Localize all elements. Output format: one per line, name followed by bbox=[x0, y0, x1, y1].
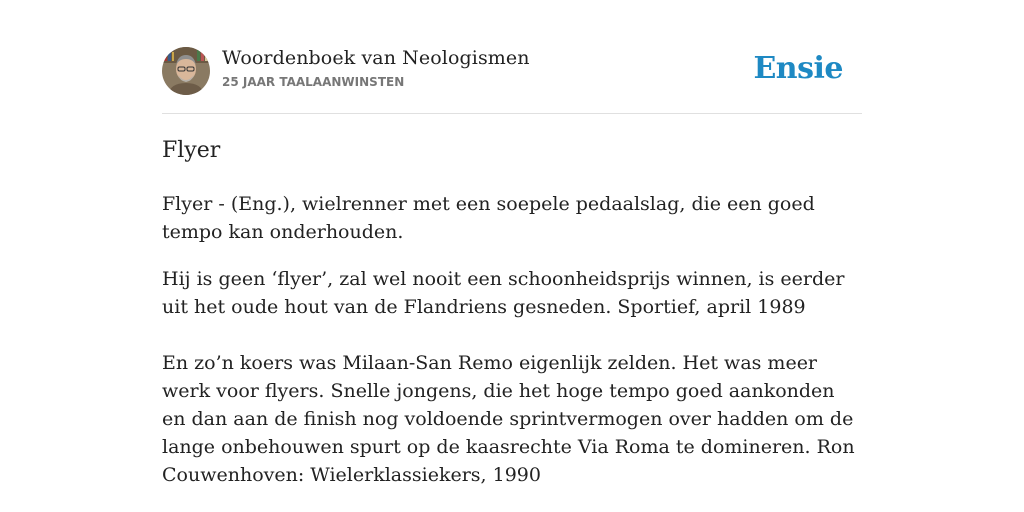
site-subtitle: 25 JAAR TAALAANWINSTEN bbox=[222, 75, 405, 89]
author-avatar[interactable] bbox=[162, 47, 210, 95]
entry-headword: Flyer bbox=[162, 138, 221, 163]
entry-definition: Flyer - (Eng.), wielrenner met een soepele pedaalslag, die een goed tempo kan onderhouden. bbox=[162, 193, 815, 243]
entry-quote: Hij is geen ‘flyer’, zal wel nooit een schoonheidsprijs winnen, is eerder uit het oude hout van de Flandriens gesneden. Sportief, april 1989 bbox=[162, 268, 845, 318]
author-portrait-icon bbox=[162, 47, 210, 95]
ensie-logo[interactable]: Ensie bbox=[753, 51, 843, 86]
site-title[interactable]: Woordenboek van Neologismen bbox=[222, 47, 530, 69]
site-header bbox=[162, 47, 862, 95]
header-divider bbox=[162, 113, 862, 114]
entry-quote: En zo’n koers was Milaan-San Remo eigenlijk zelden. Het was meer werk voor flyers. Snelle jongens, die het hoge tempo goed aankonden en dan aan de finish nog voldoende sprintvermogen over hadden om de lange onbehouwen spurt op de kaasrechte Via Roma te domineren. Ron Couwenhoven: Wielerklassiekers, 1990 bbox=[162, 352, 855, 486]
